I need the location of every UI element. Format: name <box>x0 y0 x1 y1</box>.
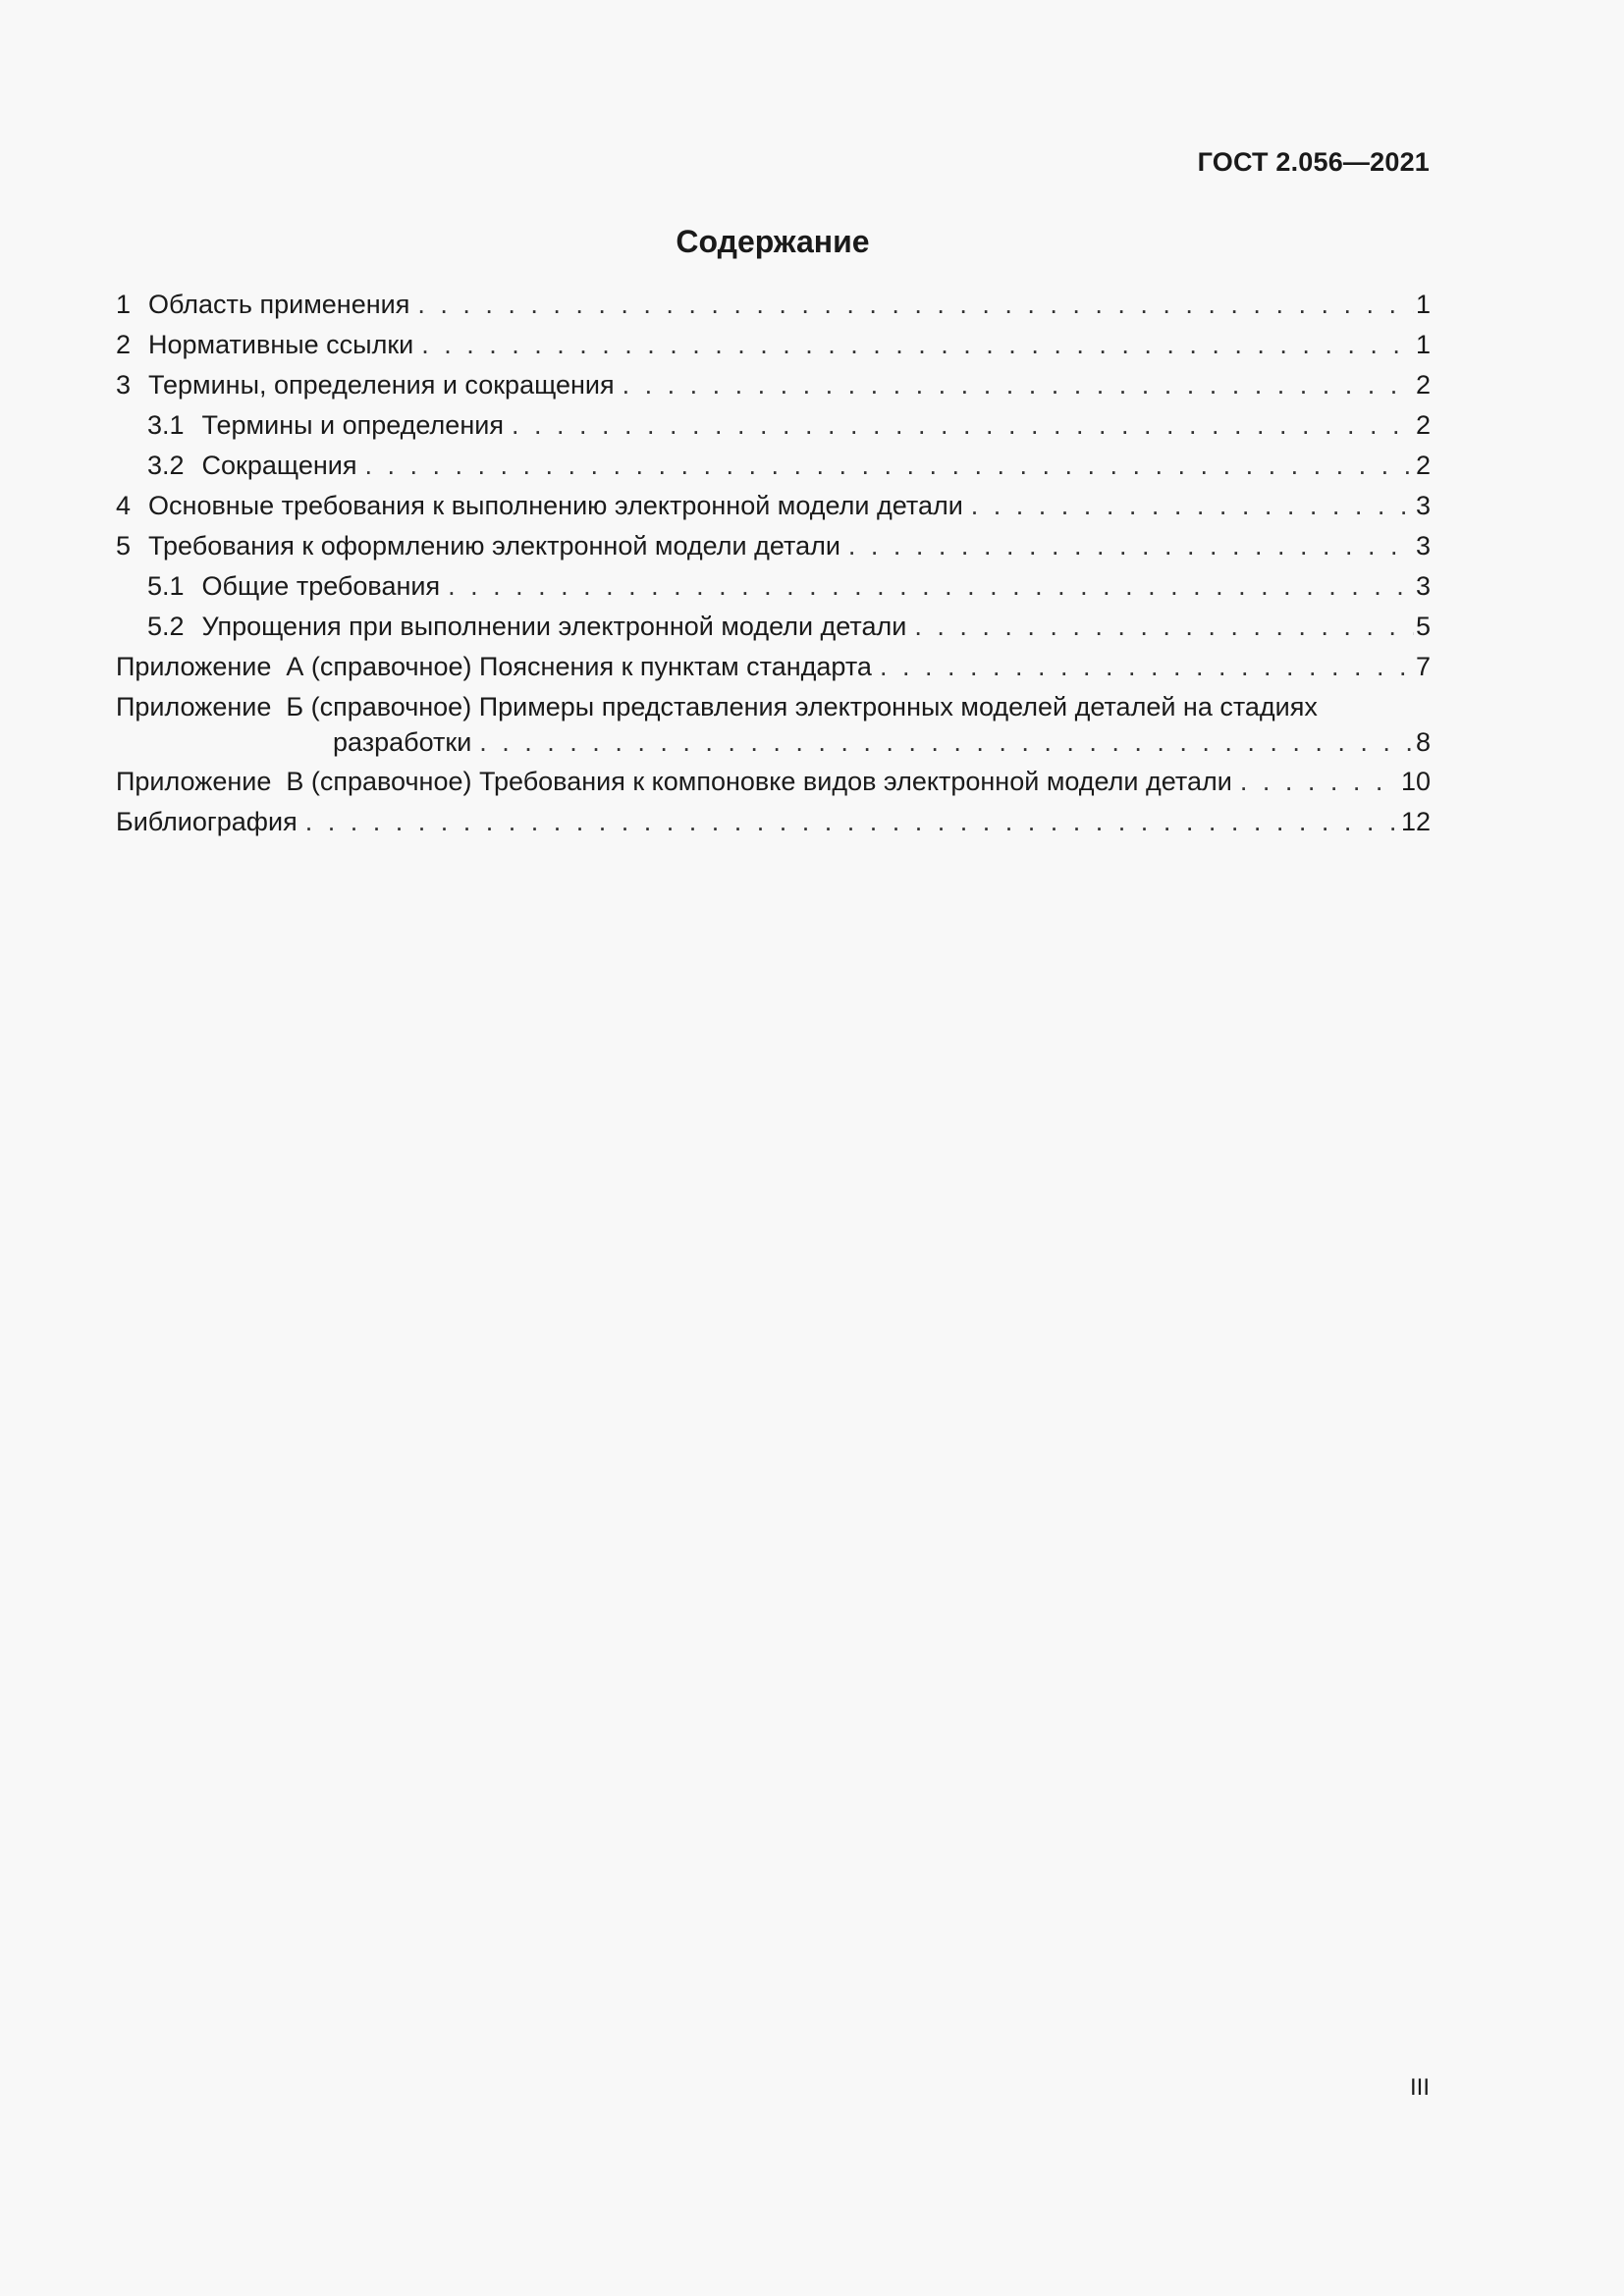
toc-entry-label: Библиография <box>116 807 298 836</box>
dot-leader <box>914 607 1414 647</box>
dot-leader <box>421 325 1414 365</box>
toc-entry-number: 2 <box>116 330 132 359</box>
dot-leader <box>417 285 1414 325</box>
toc-entry[interactable] <box>116 365 1431 405</box>
toc-entry-page: 2 <box>1415 451 1431 480</box>
toc-entry-label: Термины, определения и сокращения <box>148 370 615 400</box>
page-number: III <box>1409 2074 1430 2101</box>
toc-entry-page: 1 <box>1415 330 1431 359</box>
toc-appendix-entry-line2[interactable] <box>116 722 1431 762</box>
toc-entry-page: 10 <box>1400 767 1431 796</box>
toc-entry-page: 2 <box>1415 410 1431 440</box>
dot-leader <box>305 802 1399 842</box>
toc-entry-label: Область применения <box>148 290 410 319</box>
dot-leader <box>880 647 1414 687</box>
toc-entry[interactable] <box>116 486 1431 526</box>
document-code: ГОСТ 2.056—2021 <box>1197 147 1430 177</box>
toc-entry-label: Приложение А (справочное) Пояснения к пунктам стандарта <box>116 652 872 681</box>
dot-leader <box>479 722 1414 763</box>
toc-entry-number: 4 <box>116 491 132 520</box>
toc-entry-page: 1 <box>1415 290 1431 319</box>
toc-entry-label: Термины и определения <box>201 410 504 440</box>
dot-leader <box>512 405 1414 446</box>
toc-appendix-entry[interactable] <box>116 762 1431 802</box>
toc-entry-page: 3 <box>1415 531 1431 561</box>
toc-entry-label: Основные требования к выполнению электронной модели детали <box>148 491 963 520</box>
dot-leader <box>1240 762 1399 802</box>
toc-entry-label: Нормативные ссылки <box>148 330 414 359</box>
toc-entry-label: Приложение В (справочное) Требования к компоновке видов электронной модели детали <box>116 767 1232 796</box>
toc-entry-page: 3 <box>1415 491 1431 520</box>
toc-entry-number: 3.1 <box>147 410 185 440</box>
toc-appendix-entry[interactable] <box>116 647 1431 687</box>
toc-title: Содержание <box>676 224 870 259</box>
dot-leader <box>848 526 1414 566</box>
toc-entry-label: Общие требования <box>201 571 441 601</box>
toc-bibliography-entry[interactable] <box>116 802 1431 842</box>
toc-entry-number: 5.1 <box>147 571 185 601</box>
toc-entry-label-continued: разработки <box>333 727 472 757</box>
dot-leader <box>623 365 1414 405</box>
toc-subentry[interactable] <box>116 607 1431 647</box>
toc-entry-label: Упрощения при выполнении электронной модели детали <box>201 612 907 641</box>
toc-entry-label: Приложение Б (справочное) Примеры представления электронных моделей деталей на стадиях <box>116 692 1318 721</box>
toc-entry[interactable] <box>116 526 1431 566</box>
toc-entry[interactable] <box>116 285 1431 325</box>
toc-entry[interactable] <box>116 325 1431 365</box>
toc-entry-page: 2 <box>1415 370 1431 400</box>
toc-entry-page: 7 <box>1415 652 1431 681</box>
toc-entry-number: 5.2 <box>147 612 185 641</box>
toc-subentry[interactable] <box>116 405 1431 446</box>
toc-entry-label: Сокращения <box>201 451 357 480</box>
dot-leader <box>364 446 1414 486</box>
toc-subentry[interactable] <box>116 566 1431 607</box>
toc-entry-page: 3 <box>1415 571 1431 601</box>
toc-subentry[interactable] <box>116 446 1431 486</box>
toc-entry-number: 3 <box>116 370 132 400</box>
dot-leader <box>448 566 1414 607</box>
dot-leader <box>971 486 1414 526</box>
toc-entry-number: 1 <box>116 290 132 319</box>
toc-entry-number: 3.2 <box>147 451 185 480</box>
table-of-contents <box>116 285 1431 842</box>
toc-entry-number: 5 <box>116 531 132 561</box>
toc-appendix-entry-line1[interactable] <box>116 687 1431 722</box>
toc-entry-page: 5 <box>1415 612 1431 641</box>
toc-entry-page: 12 <box>1400 807 1431 836</box>
toc-entry-page: 8 <box>1415 727 1431 757</box>
toc-entry-label: Требования к оформлению электронной модели детали <box>148 531 840 561</box>
